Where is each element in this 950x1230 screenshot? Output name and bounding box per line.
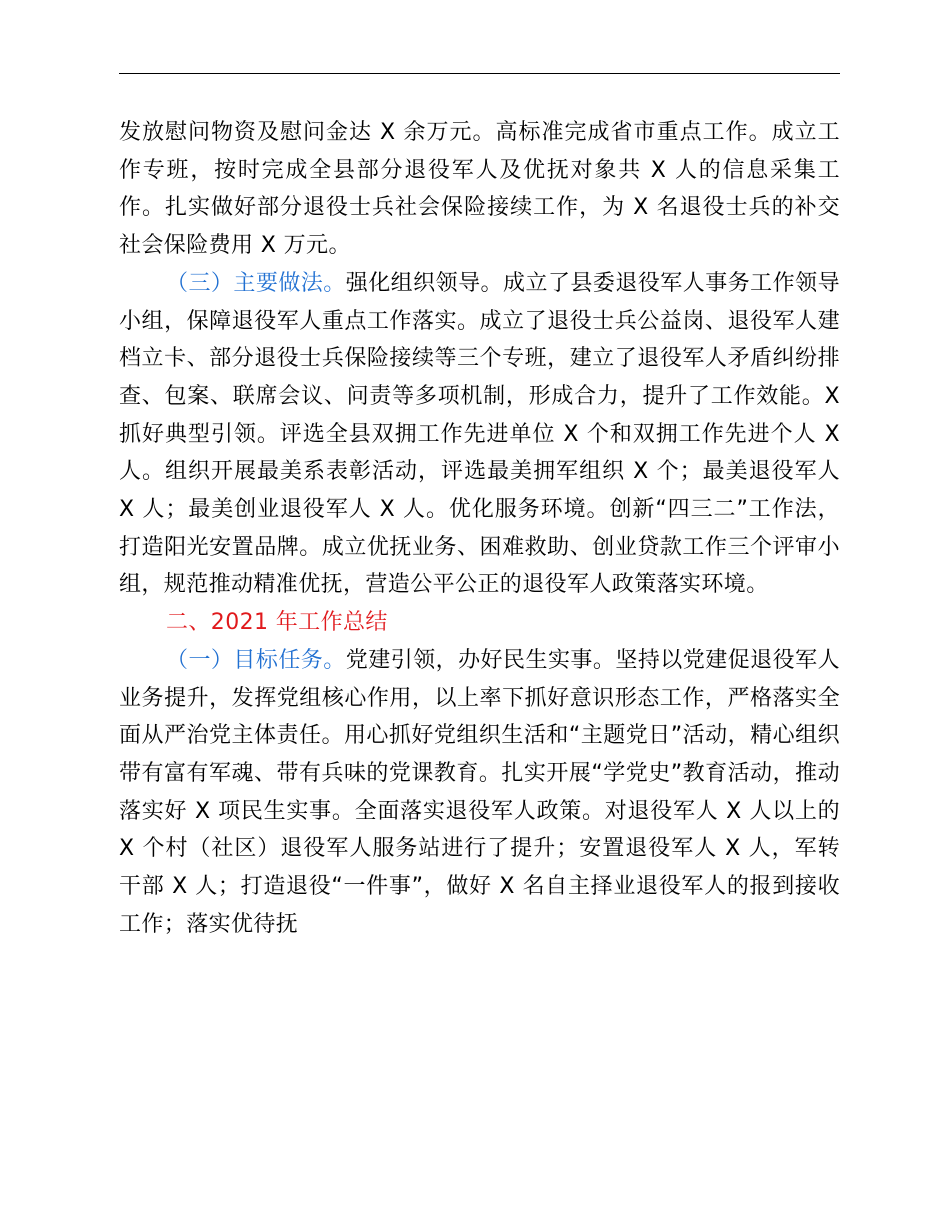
- paragraph-text: 强化组织领导。成立了县委退役军人事务工作领导小组，保障退役军人重点工作落实。成立了退役士兵公益岗、退役军人建档立卡、部分退役士兵保险接续等三个专班，建立了退役军人矛盾纠纷排查、包案、联席会议、问责等多项机制，形成合力，提升了工作效能。X 抓好典型引领。评选全县双拥工作先进单位 X 个和双拥工作先进个人 X 人。组织开展最美系表彰活动，评选最美拥军组织 X 个；最美退役军人 X 人；最美创业退役军人 X 人。优化服务环境。创新“四三二”工作法，打造阳光安置品牌。成立优抚业务、困难救助、创业贷款工作三个评审小组，规范推动精准优抚，营造公平公正的退役军人政策落实环境。: [119, 270, 840, 598]
- document-body: [119, 114, 840, 943]
- paragraph-text: 发放慰问物资及慰问金达 X 余万元。高标准完成省市重点工作。成立工作专班，按时完成全县部分退役军人及优抚对象共 X 人的信息采集工作。扎实做好部分退役士兵社会保险接续工作，为 X 名退役士兵的补交社会保险费用 X 万元。: [119, 120, 840, 259]
- paragraph-main-practices: [119, 265, 840, 604]
- paragraph-text: 党建引领，办好民生实事。坚持以党建促退役军人业务提升，发挥党组核心作用，以上率下抓好意识形态工作，严格落实全面从严治党主体责任。用心抓好党组织生活和“主题党日”活动，精心组织带有富有军魂、带有兵味的党课教育。扎实开展“学党史”教育活动，推动落实好 X 项民生实事。全面落实退役军人政策。对退役军人 X 人以上的 X 个村（社区）退役军人服务站进行了提升；安置退役军人 X 人，军转干部 X 人；打造退役“一件事”，做好 X 名自主择业退役军人的报到接收工作；落实优待抚: [119, 647, 840, 937]
- subsection-heading-target-tasks: （一）目标任务。: [166, 647, 346, 673]
- section-heading-text: 二、2021 年工作总结: [166, 610, 388, 636]
- header-rule: [119, 73, 840, 74]
- paragraph-target-tasks: [119, 642, 840, 944]
- section-heading-2021-summary: [119, 604, 840, 642]
- subsection-heading-main-practices: （三）主要做法。: [166, 270, 346, 296]
- paragraph-continuation: [119, 114, 840, 265]
